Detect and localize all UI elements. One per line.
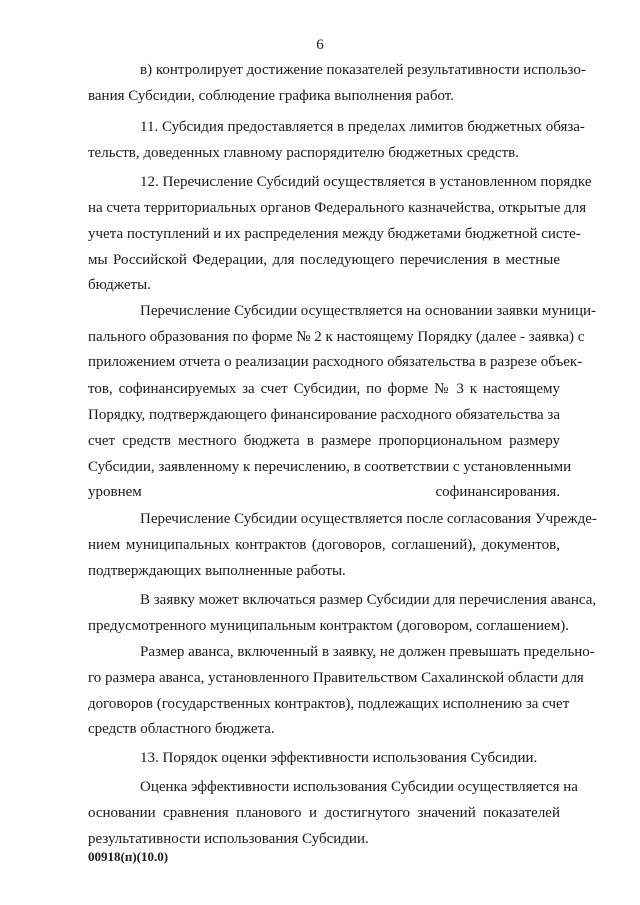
text-line: Перечисление Субсидии осуществляется на основании заявки муници- [140, 303, 596, 319]
text-line: 11. Субсидия предоставляется в пределах лимитов бюджетных обяза- [140, 119, 585, 135]
text-line: счет средств местного бюджета в размере пропорциональном размеру [88, 433, 560, 449]
text-line: уровнем софинансирования. [88, 484, 560, 500]
text-line: 13. Порядок оценки эффективности использования Субсидии. [140, 750, 538, 766]
text-line: Порядку, подтверждающего финансирование расходного обязательства за [88, 407, 560, 423]
text-line: в) контролирует достижение показателей результативности использо- [140, 62, 586, 78]
text-line: Перечисление Субсидии осуществляется после согласования Учрежде- [140, 511, 597, 527]
text-line: на счета территориальных органов Федерального казначейства, открытые для [88, 200, 587, 216]
text-line: Размер аванса, включенный в заявку, не должен превышать предельно- [140, 644, 595, 660]
text-line: результативности использования Субсидии. [88, 831, 369, 847]
text-line: бюджеты. [88, 277, 151, 293]
text-line: В заявку может включаться размер Субсидии для перечисления аванса, [140, 592, 597, 608]
page-number: 6 [316, 37, 324, 53]
text-line: нием муниципальных контрактов (договоров, соглашений), документов, [88, 537, 560, 553]
text-line: Субсидии, заявленному к перечислению, в соответствии с установленными [88, 459, 572, 475]
text-line: тельств, доведенных главному распорядителю бюджетных средств. [88, 145, 519, 161]
text-line: вания Субсидии, соблюдение графика выполнения работ. [88, 88, 454, 104]
document-code: 00918(п)(10.0) [88, 849, 169, 864]
text-line: договоров (государственных контрактов), подлежащих исполнению за счет [88, 696, 570, 712]
text-line: пального образования по форме № 2 к настоящему Порядку (далее - заявка) с [88, 329, 585, 345]
text-line: подтверждающих выполненные работы. [88, 563, 346, 579]
text-line: 12. Перечисление Субсидий осуществляется в установленном порядке [140, 174, 592, 190]
text-line: средств областного бюджета. [88, 721, 275, 737]
text-line: приложением отчета о реализации расходного обязательства в разрезе объек- [88, 354, 583, 370]
text-line: основании сравнения планового и достигнутого значений показателей [88, 805, 560, 821]
text-line: тов, софинансируемых за счет Субсидии, по форме № 3 к настоящему [88, 381, 560, 397]
text-line: предусмотренного муниципальным контрактом (договором, соглашением). [88, 618, 569, 634]
text-line: учета поступлений и их распределения между бюджетами бюджетной систе- [88, 226, 581, 242]
text-line: го размера аванса, установленного Правительством Сахалинской области для [88, 670, 584, 686]
text-line: мы Российской Федерации, для последующего перечисления в местные [88, 252, 560, 268]
text-line: Оценка эффективности использования Субсидии осуществляется на [140, 779, 578, 795]
